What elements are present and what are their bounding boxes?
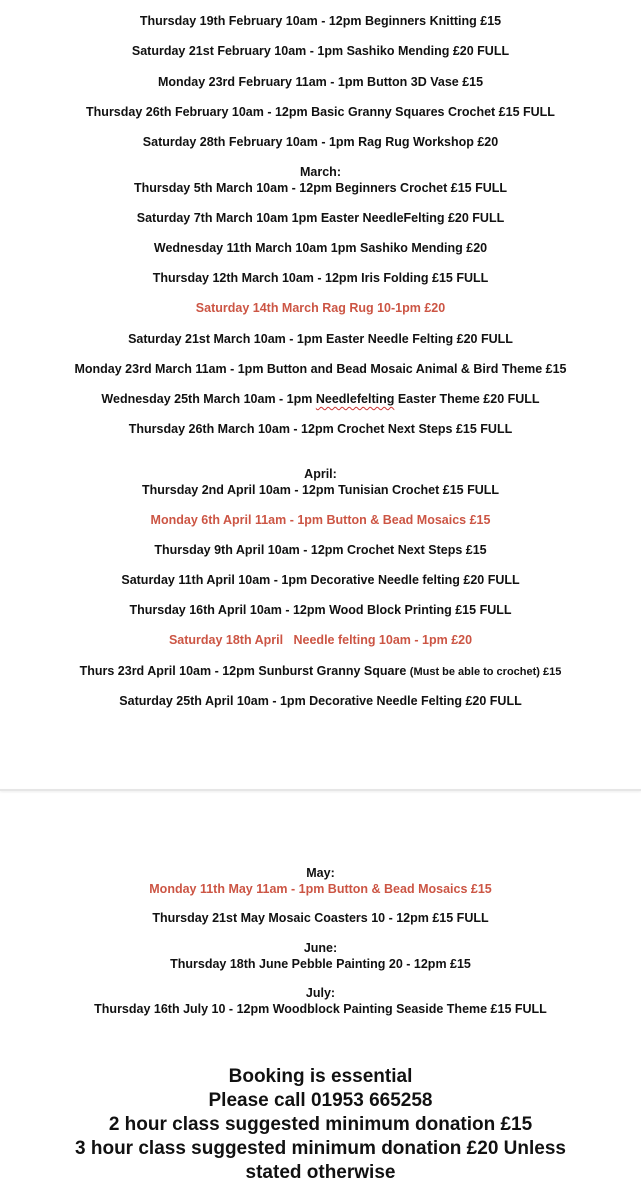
- event-apr-06-highlight: Monday 6th April 11am - 1pm Button & Bead Mosaics £15: [150, 513, 491, 527]
- event-mar-23: Monday 23rd March 11am - 1pm Button and Bead Mosaic Animal & Bird Theme £15: [74, 362, 567, 376]
- event-jul-16: Thursday 16th July 10 - 12pm Woodblock Painting Seaside Theme £15 FULL: [94, 1002, 547, 1016]
- phone-number-text: Please call 01953 665258: [208, 1090, 433, 1111]
- event-apr-25: Saturday 25th April 10am - 1pm Decorative Needle Felting £20 FULL: [119, 694, 522, 708]
- event-mar-11: Wednesday 11th March 10am 1pm Sashiko Mending £20: [153, 241, 488, 255]
- event-apr-23-note: (Must be able to crochet): [409, 666, 540, 678]
- month-heading-july: July:: [305, 986, 336, 1000]
- event-feb-26: Thursday 26th February 10am - 12pm Basic Granny Squares Crochet £15 FULL: [86, 105, 555, 119]
- month-heading-march: March:: [300, 165, 341, 179]
- event-mar-05: Thursday 5th March 10am - 12pm Beginners Crochet £15 FULL: [133, 181, 508, 195]
- event-feb-23: Monday 23rd February 11am - 1pm Button 3D Vase £15: [157, 75, 484, 89]
- event-mar-25: [0, 391, 641, 407]
- stated-otherwise-text: stated otherwise: [245, 1162, 396, 1183]
- event-feb-19: Thursday 19th February 10am - 12pm Beginners Knitting £15: [139, 14, 502, 28]
- two-hour-donation-text: 2 hour class suggested minimum donation £15: [108, 1114, 533, 1135]
- page-break-divider: [0, 789, 641, 791]
- event-may-11-highlight: Monday 11th May 11am - 1pm Button & Bead Mosaics £15: [149, 882, 492, 896]
- event-mar-21: Saturday 21st March 10am - 1pm Easter Needle Felting £20 FULL: [128, 332, 513, 346]
- event-apr-23-main: Thurs 23rd April 10am - 12pm Sunburst Granny Square: [79, 664, 410, 678]
- event-feb-21: Saturday 21st February 10am - 1pm Sashiko Mending £20 FULL: [131, 44, 510, 58]
- event-apr-18-highlight: Saturday 18th April Needle felting 10am - 1pm £20: [168, 633, 473, 647]
- three-hour-donation-text: 3 hour class suggested minimum donation £20 Unless: [75, 1138, 566, 1159]
- event-apr-02: Thursday 2nd April 10am - 12pm Tunisian Crochet £15 FULL: [141, 483, 500, 497]
- month-heading-may: May:: [306, 866, 335, 880]
- event-mar-14-highlight: Saturday 14th March Rag Rug 10-1pm £20: [195, 301, 446, 315]
- booking-essential-text: Booking is essential: [228, 1066, 413, 1087]
- event-feb-28: Saturday 28th February 10am - 1pm Rag Rug Workshop £20: [142, 135, 499, 149]
- event-jun-18: Thursday 18th June Pebble Painting 20 - 12pm £15: [170, 957, 471, 971]
- event-may-21: Thursday 21st May Mosaic Coasters 10 - 12pm £15 FULL: [152, 911, 489, 925]
- event-apr-16: Thursday 16th April 10am - 12pm Wood Block Printing £15 FULL: [129, 603, 512, 617]
- event-mar-25-end: Easter Theme £20 FULL: [394, 392, 540, 406]
- event-apr-23: [0, 663, 641, 680]
- event-mar-26: Thursday 26th March 10am - 12pm Crochet Next Steps £15 FULL: [128, 422, 513, 436]
- event-mar-12: Thursday 12th March 10am - 12pm Iris Folding £15 FULL: [152, 271, 489, 285]
- event-mar-25-start: Wednesday 25th March 10am - 1pm: [101, 392, 316, 406]
- event-apr-23-price: £15: [539, 666, 562, 678]
- spellcheck-underlined-word: Needlefelting: [315, 392, 395, 406]
- month-heading-april: April:: [304, 467, 337, 481]
- event-apr-09: Thursday 9th April 10am - 12pm Crochet Next Steps £15: [154, 543, 487, 557]
- event-apr-11: Saturday 11th April 10am - 1pm Decorative Needle felting £20 FULL: [121, 573, 520, 587]
- event-mar-07: Saturday 7th March 10am 1pm Easter NeedleFelting £20 FULL: [136, 211, 505, 225]
- month-heading-june: June:: [303, 941, 338, 955]
